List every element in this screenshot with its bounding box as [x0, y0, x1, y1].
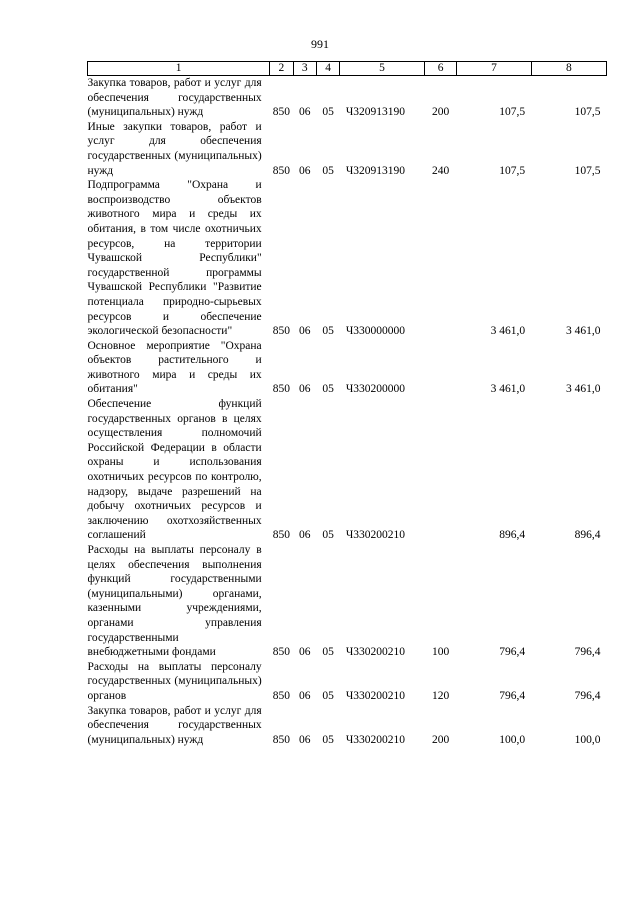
sum-year-1: 107,5: [499, 106, 526, 119]
column-header: 2: [270, 62, 293, 76]
expense-type: [424, 178, 457, 339]
row-name: Иные закупки товаров, работ и услуг для обеспечения государственных (муниципальных) нужд: [87, 120, 262, 177]
section-code: 06: [298, 325, 311, 338]
target-article: Ч330200210: [345, 646, 406, 659]
table-row: [88, 660, 607, 704]
ministry-code: 850: [272, 325, 290, 338]
sum-year-1: 3 461,0: [490, 383, 526, 396]
section-code: 06: [298, 164, 311, 177]
sum-year-2: 896,4: [574, 529, 601, 542]
ministry-code: 850: [272, 689, 290, 702]
column-header: 4: [316, 62, 339, 76]
table-row: [88, 339, 607, 397]
ministry-code: 850: [272, 733, 290, 746]
table-row: [88, 178, 607, 339]
sum-year-1: 796,4: [499, 646, 526, 659]
subsection-code: 05: [322, 689, 334, 702]
table-row: [88, 76, 607, 120]
column-header: 8: [531, 62, 606, 76]
sum-year-2: 100,0: [574, 733, 601, 746]
subsection-code: 05: [322, 733, 334, 746]
subsection-code: 05: [322, 164, 334, 177]
column-header: 3: [293, 62, 316, 76]
expense-type: [424, 339, 457, 397]
budget-table: [87, 61, 607, 747]
section-code: 06: [298, 733, 311, 746]
section-code: 06: [298, 383, 311, 396]
table-row: [88, 704, 607, 748]
target-article: Ч320913190: [345, 164, 406, 177]
sum-year-1: 107,5: [499, 164, 526, 177]
subsection-code: 05: [322, 325, 334, 338]
table-row: [88, 397, 607, 543]
sum-year-2: 796,4: [574, 646, 601, 659]
sum-year-1: 100,0: [499, 733, 526, 746]
target-article: Ч320913190: [345, 106, 406, 119]
page-number: 991: [311, 37, 329, 51]
target-article: Ч330200000: [345, 383, 406, 396]
expense-type: 100: [431, 646, 450, 659]
table-header-row: [88, 62, 607, 76]
section-code: 06: [298, 689, 311, 702]
sum-year-1: 796,4: [499, 689, 526, 702]
section-code: 06: [298, 646, 311, 659]
ministry-code: 850: [272, 106, 290, 119]
sum-year-2: 796,4: [574, 689, 601, 702]
ministry-code: 850: [272, 383, 290, 396]
column-header: 6: [424, 62, 457, 76]
target-article: Ч330200210: [345, 689, 406, 702]
section-code: 06: [298, 106, 311, 119]
ministry-code: 850: [272, 164, 290, 177]
expense-type: 120: [431, 689, 450, 702]
target-article: Ч330000000: [345, 325, 406, 338]
row-name: Расходы на выплаты персоналу в целях обеспечения выполнения функций государственными (муниципальными) органами, казенными учреждениями, органами управления государственными внебюджетными фондами: [87, 544, 262, 659]
row-name: Расходы на выплаты персоналу государственных (муниципальных) органов: [87, 660, 262, 702]
ministry-code: 850: [272, 529, 290, 542]
table-row: [88, 120, 607, 178]
sum-year-2: 107,5: [574, 106, 601, 119]
table-row: [88, 543, 607, 660]
subsection-code: 05: [322, 383, 334, 396]
expense-type: 200: [431, 733, 450, 746]
sum-year-2: 107,5: [574, 164, 601, 177]
column-header: 1: [88, 62, 270, 76]
row-name: Обеспечение функций государственных органов в целях осуществления полномочий Российской Федерации в области охраны и использования охотничьих ресурсов по контролю, надзору, выдаче разрешений на добычу охотничьих ресурсов и заключению охотхозяйственных соглашений: [87, 398, 262, 542]
sum-year-2: 3 461,0: [566, 325, 601, 338]
subsection-code: 05: [322, 106, 334, 119]
column-header: 7: [457, 62, 531, 76]
subsection-code: 05: [322, 646, 334, 659]
sum-year-2: 3 461,0: [566, 383, 601, 396]
sum-year-1: 3 461,0: [490, 325, 526, 338]
column-header: 5: [340, 62, 424, 76]
expense-type: [424, 397, 457, 543]
sum-year-1: 896,4: [499, 529, 526, 542]
section-code: 06: [298, 529, 311, 542]
ministry-code: 850: [272, 646, 290, 659]
target-article: Ч330200210: [345, 529, 406, 542]
row-name: Закупка товаров, работ и услуг для обеспечения государственных (муниципальных) нужд: [87, 704, 262, 746]
expense-type: 200: [431, 106, 450, 119]
expense-type: 240: [431, 164, 450, 177]
row-name: Основное мероприятие "Охрана объектов растительного и животного мира и среды их обитания": [87, 339, 262, 396]
row-name: Подпрограмма "Охрана и воспроизводство объектов животного мира и среды их обитания, в том числе охотничьих ресурсов, на территории Чувашской Республики" государственной программы Чувашской Республики "Развитие потенциала природно-сырьевых ресурсов и обеспечение экологической безопасности": [87, 179, 262, 338]
subsection-code: 05: [322, 529, 334, 542]
target-article: Ч330200210: [345, 733, 406, 746]
row-name: Закупка товаров, работ и услуг для обеспечения государственных (муниципальных) нужд: [87, 77, 262, 119]
